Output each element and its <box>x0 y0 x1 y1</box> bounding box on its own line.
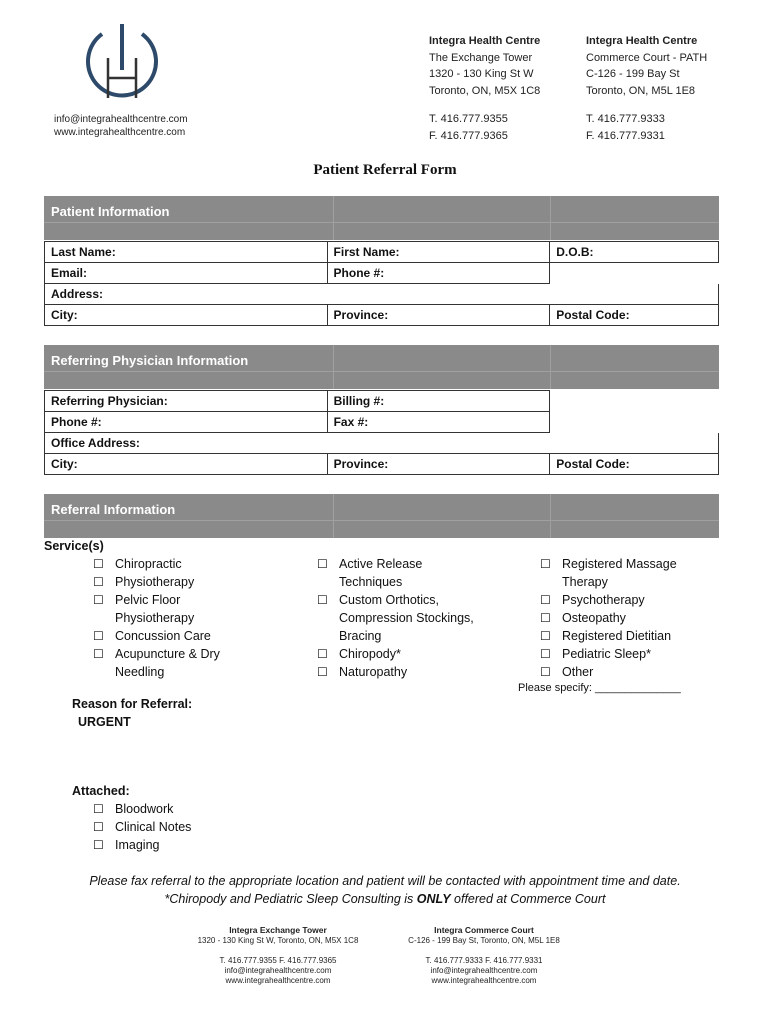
physician-phone-field[interactable]: Phone #: <box>45 412 328 433</box>
section-title: Referral Information <box>51 502 176 517</box>
location-line: C-126 - 199 Bay St <box>586 68 680 80</box>
service-acupuncture[interactable]: ☐ Acupuncture & Dry Needling <box>93 647 220 679</box>
service-chiropody[interactable]: ☐ Chiropody* <box>317 647 401 661</box>
billing-field[interactable]: Billing #: <box>327 391 550 412</box>
location-phone: T. 416.777.9355 <box>429 113 508 125</box>
attached-clinical-notes[interactable]: ☐ Clinical Notes <box>93 820 192 834</box>
physician-postal-field[interactable]: Postal Code: <box>550 454 719 475</box>
checkbox-icon[interactable]: ☐ <box>93 593 104 607</box>
checkbox-icon[interactable]: ☐ <box>93 802 104 816</box>
service-art[interactable]: ☐ Active Release Techniques <box>317 557 423 589</box>
location-phone: T. 416.777.9333 <box>586 113 665 125</box>
header-website[interactable]: www.integrahealthcentre.com <box>54 127 186 138</box>
service-massage[interactable]: ☐ Registered Massage Therapy <box>540 557 677 589</box>
email-field[interactable]: Email: <box>45 263 328 284</box>
first-name-field[interactable]: First Name: <box>327 242 550 263</box>
service-osteopathy[interactable]: ☐ Osteopathy <box>540 611 626 625</box>
checkbox-icon[interactable]: ☐ <box>540 611 551 625</box>
physician-name-field[interactable]: Referring Physician: <box>45 391 328 412</box>
checkbox-icon[interactable]: ☐ <box>93 629 104 643</box>
services-col-1 <box>93 555 243 681</box>
service-psychotherapy[interactable]: ☐ Psychotherapy <box>540 593 645 607</box>
service-dietitian[interactable]: ☐ Registered Dietitian <box>540 629 672 643</box>
checkbox-icon[interactable]: ☐ <box>93 838 104 852</box>
checkbox-icon[interactable]: ☐ <box>540 557 551 571</box>
city-field[interactable]: City: <box>45 305 328 326</box>
attached-label: Attached: <box>72 784 130 798</box>
checkbox-icon[interactable]: ☐ <box>317 665 328 679</box>
physician-fax-field[interactable]: Fax #: <box>327 412 550 433</box>
service-pelvic-floor[interactable]: ☐ Pelvic Floor Physiotherapy <box>93 593 195 625</box>
form-title: Patient Referral Form <box>313 162 457 178</box>
checkbox-icon[interactable]: ☐ <box>317 647 328 661</box>
location-commerce <box>586 33 716 144</box>
dob-field[interactable]: D.O.B: <box>550 242 719 263</box>
checkbox-icon[interactable]: ☐ <box>93 557 104 571</box>
header-email[interactable]: info@integrahealthcentre.com <box>54 114 188 125</box>
location-line: Commerce Court - PATH <box>586 51 708 64</box>
location-name: Integra Health Centre <box>586 35 698 47</box>
section-header-physician <box>44 345 719 389</box>
header-contact <box>54 113 188 139</box>
province-field[interactable]: Province: <box>327 305 550 326</box>
patient-info-table <box>44 241 719 326</box>
service-pediatric-sleep[interactable]: ☐ Pediatric Sleep* <box>540 647 651 661</box>
location-exchange <box>429 33 540 144</box>
physician-city-field[interactable]: City: <box>45 454 328 475</box>
attached-bloodwork[interactable]: ☐ Bloodwork <box>93 802 174 816</box>
services-label: Service(s) <box>44 539 104 553</box>
checkbox-icon[interactable]: ☐ <box>93 820 104 834</box>
location-line: Toronto, ON, M5X 1C8 <box>429 84 541 97</box>
office-address-field[interactable]: Office Address: <box>45 433 719 454</box>
checkbox-icon[interactable]: ☐ <box>540 593 551 607</box>
postal-code-field[interactable]: Postal Code: <box>550 305 719 326</box>
services-col-3 <box>540 555 700 681</box>
fax-note: Please fax referral to the appropriate location and patient will be contacted with appointment time and date. <box>89 874 681 888</box>
chiropody-note: *Chiropody and Pediatric Sleep Consulting is ONLY offered at Commerce Court <box>164 892 606 906</box>
location-name: Integra Health Centre <box>429 35 541 47</box>
section-title: Referring Physician Information <box>51 353 249 368</box>
checkbox-icon[interactable]: ☐ <box>93 647 104 661</box>
physician-province-field[interactable]: Province: <box>327 454 550 475</box>
service-other[interactable]: ☐ Other <box>540 665 594 679</box>
physician-info-table <box>44 390 719 475</box>
services-col-2 <box>317 555 487 681</box>
address-field[interactable]: Address: <box>45 284 719 305</box>
location-line: Toronto, ON, M5L 1E8 <box>586 84 696 97</box>
checkbox-icon[interactable]: ☐ <box>540 665 551 679</box>
reason-label: Reason for Referral: <box>72 697 193 711</box>
footer-commerce: Integra Commerce Court C-126 - 199 Bay St, Toronto, ON, M5L 1E8 T. 416.777.9333 F. 416.777.9331 info@integrahealthcentre.com www.integrahealthcentre.com <box>408 925 560 985</box>
checkbox-icon[interactable]: ☐ <box>317 557 328 571</box>
service-naturopathy[interactable]: ☐ Naturopathy <box>317 665 408 679</box>
attached-imaging[interactable]: ☐ Imaging <box>93 838 160 852</box>
location-fax: F. 416.777.9365 <box>429 129 508 142</box>
service-physiotherapy[interactable]: ☐ Physiotherapy <box>93 575 195 589</box>
section-title: Patient Information <box>51 204 170 219</box>
integra-logo <box>80 20 164 104</box>
location-line: The Exchange Tower <box>429 51 533 64</box>
checkbox-icon[interactable]: ☐ <box>540 647 551 661</box>
phone-field[interactable]: Phone #: <box>327 263 550 284</box>
service-orthotics[interactable]: ☐ Custom Orthotics, Compression Stockings, Bracing <box>317 593 474 643</box>
checkbox-icon[interactable]: ☐ <box>540 629 551 643</box>
service-chiropractic[interactable]: ☐ Chiropractic <box>93 557 182 571</box>
checkbox-icon[interactable]: ☐ <box>317 593 328 607</box>
footer-exchange: Integra Exchange Tower 1320 - 130 King St W, Toronto, ON, M5X 1C8 T. 416.777.9355 F. 416.777.9365 info@integrahealthcentre.com www.integrahealthcentre.com <box>197 925 359 985</box>
section-header-patient <box>44 196 719 240</box>
reason-value[interactable]: URGENT <box>78 715 131 729</box>
section-header-referral <box>44 494 719 538</box>
location-fax: F. 416.777.9331 <box>586 129 665 142</box>
other-specify-field[interactable]: Please specify: ______________ <box>518 682 681 694</box>
service-concussion[interactable]: ☐ Concussion Care <box>93 629 211 643</box>
checkbox-icon[interactable]: ☐ <box>93 575 104 589</box>
location-line: 1320 - 130 King St W <box>429 68 534 80</box>
last-name-field[interactable]: Last Name: <box>45 242 328 263</box>
attached-list <box>93 800 243 854</box>
